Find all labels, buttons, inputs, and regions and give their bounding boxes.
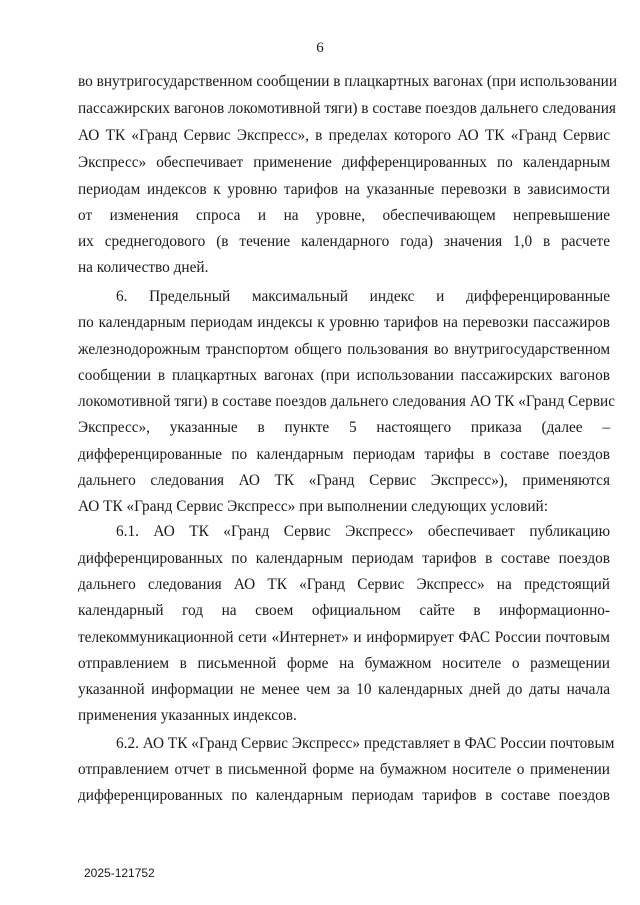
text-line: телекоммуникационной сети «Интернет» и информирует ФАС России почтовым: [78, 629, 610, 646]
text-line: АО ТК «Гранд Сервис Экспресс» при выполнении следующих условий:: [78, 498, 548, 515]
text-line: во внутригосударственном сообщении в плацкартных вагонах (при использовании: [78, 73, 618, 90]
text-line: локомотивной тяги) в составе поездов дальнего следования АО ТК «Гранд Сервис: [78, 393, 616, 410]
text-line: указанной информации не менее чем за 10 календарных дней до даты начала: [78, 681, 610, 698]
text-line: календарный год на своем официальном сайте в информационно-: [78, 602, 610, 619]
text-line: от изменения спроса и на уровне, обеспечивающем непревышение: [78, 207, 610, 224]
text-line: железнодорожным транспортом общего пользования во внутригосударственном: [78, 341, 610, 358]
text-line: периодам индексов к уровню тарифов на указанные перевозки в зависимости: [78, 181, 610, 198]
paragraph-6-start: 6. Предельный максимальный индекс и дифференцированные: [116, 288, 610, 305]
text-line: их среднегодового (в течение календарного года) значения 1,0 в расчете: [78, 233, 610, 250]
paragraph-6-1-start: 6.1. АО ТК «Гранд Сервис Экспресс» обеспечивает публикацию: [116, 523, 610, 540]
text-line: отправлением отчет в письменной форме на бумажном носителе о применении: [78, 761, 610, 778]
page-number: 6: [316, 40, 324, 56]
text-line: дифференцированные по календарным периодам тарифы в составе поездов: [78, 446, 610, 463]
text-line: Экспресс» обеспечивает применение дифференцированных по календарным: [78, 154, 610, 171]
text-line: отправлением в письменной форме на бумажном носителе о размещении: [78, 655, 610, 672]
text-line: Экспресс», указанные в пункте 5 настоящего приказа (далее –: [78, 419, 610, 436]
text-line: на количество дней.: [78, 259, 209, 276]
text-line: пассажирских вагонов локомотивной тяги) в составе поездов дальнего следования: [78, 100, 616, 117]
text-line: дифференцированных по календарным периодам тарифов в составе поездов: [78, 550, 610, 567]
text-line: дифференцированных по календарным периодам тарифов в составе поездов: [78, 787, 610, 804]
document-number: 2025-121752: [84, 866, 155, 880]
text-line: дальнего следования АО ТК «Гранд Сервис Экспресс» на предстоящий: [78, 576, 610, 593]
text-line: сообщении в плацкартных вагонах (при использовании пассажирских вагонов: [78, 367, 610, 384]
text-line: применения указанных индексов.: [78, 707, 297, 724]
text-line: АО ТК «Гранд Сервис Экспресс», в пределах которого АО ТК «Гранд Сервис: [78, 127, 610, 144]
text-line: по календарным периодам индексы к уровню тарифов на перевозки пассажиров: [78, 314, 610, 331]
text-line: дальнего следования АО ТК «Гранд Сервис Экспресс»), применяются: [78, 472, 610, 489]
paragraph-6-2-start: 6.2. АО ТК «Гранд Сервис Экспресс» представляет в ФАС России почтовым: [116, 735, 615, 752]
